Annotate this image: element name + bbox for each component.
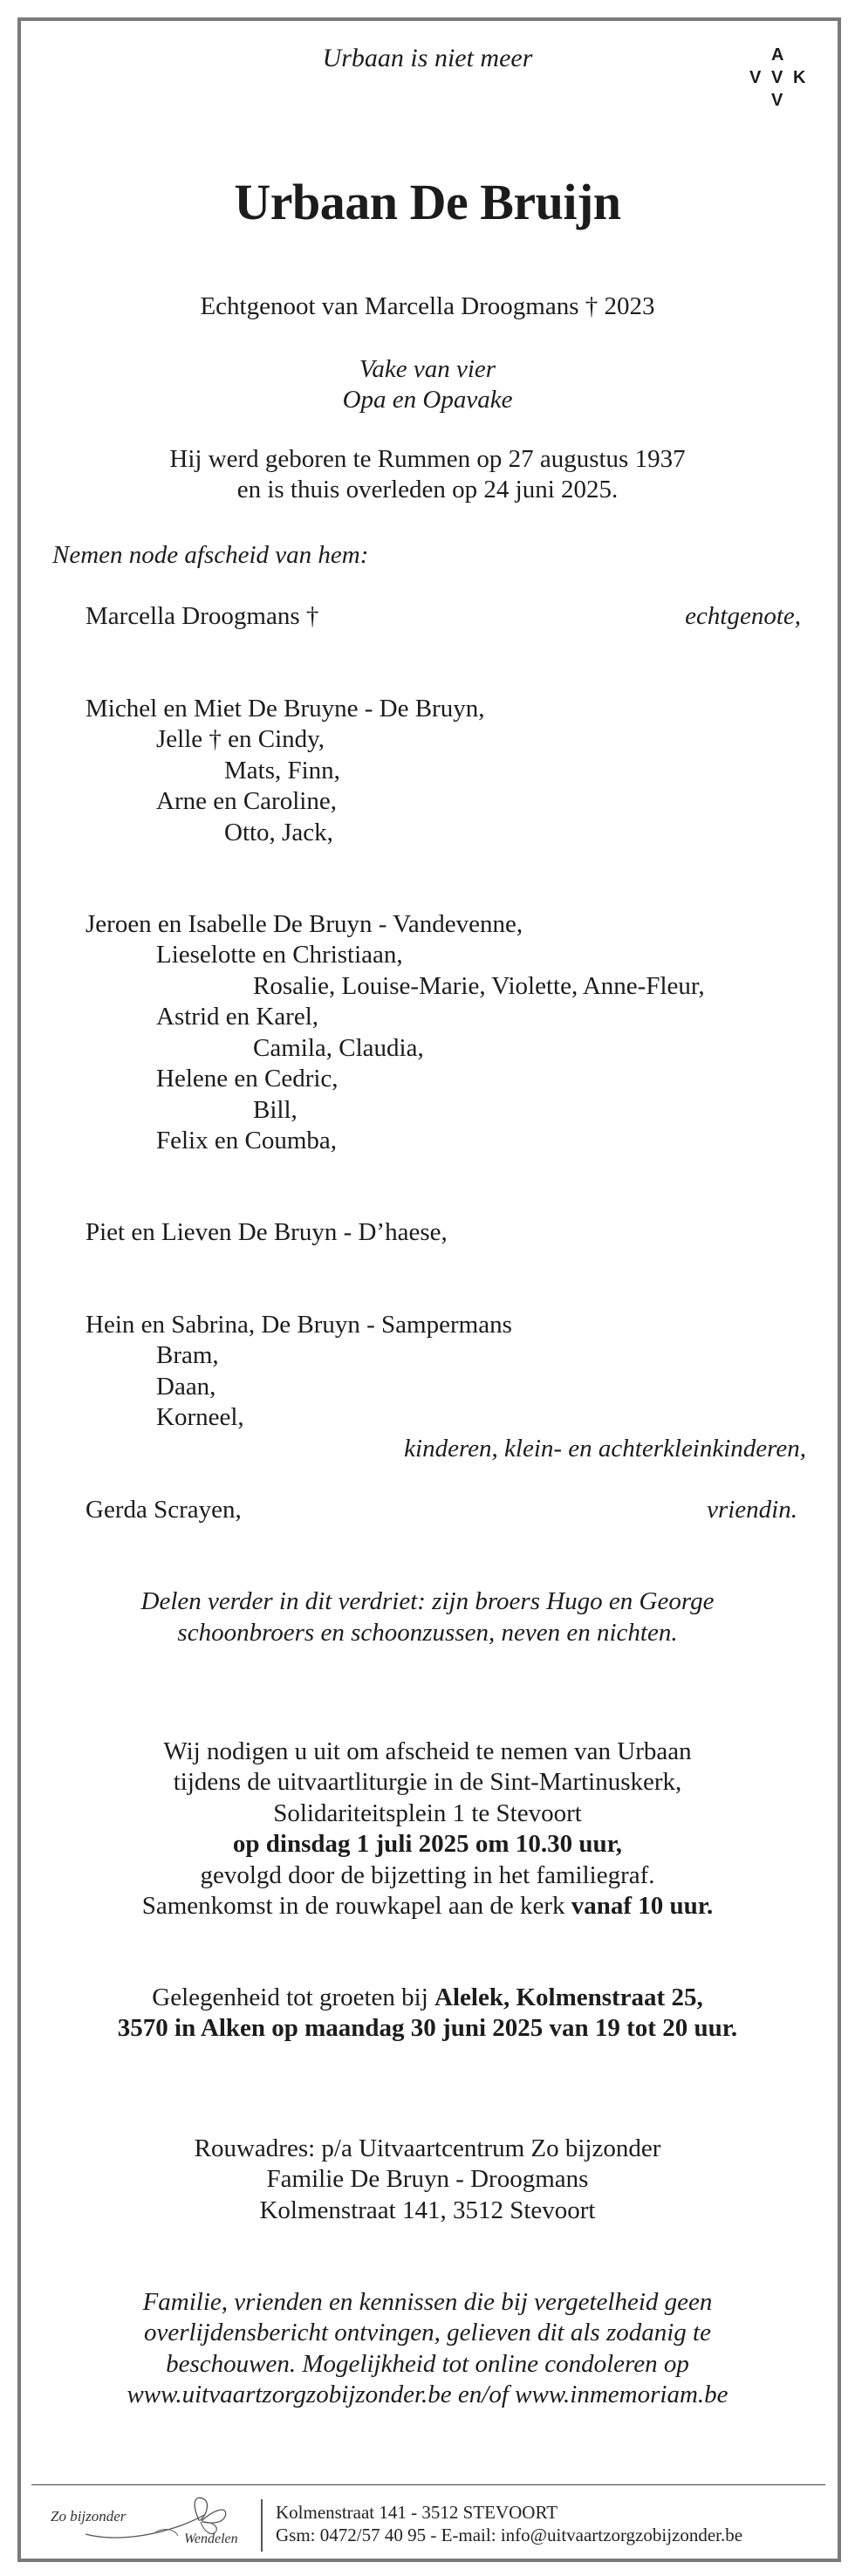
family-member: Marcella Droogmans † [86, 602, 319, 630]
logo-text: Zo bijzonder [51, 2508, 127, 2525]
closing-line: www.uitvaartzorgzobijzonder.be en/of www.inmemoriam.be [127, 2381, 728, 2408]
logo-text: Wendelen [184, 2531, 238, 2546]
birth-line: Hij werd geboren te Rummen op 27 augustus 1937 [169, 445, 686, 473]
heading: Urbaan is niet meer [322, 44, 533, 72]
closing-line: beschouwen. Mogelijkheid tot online condoleren op [166, 2350, 689, 2378]
funeral-home-logo [51, 2492, 251, 2558]
visitation-place: Alelek, Kolmenstraat 25, [434, 1983, 703, 2011]
title-line: Vake van vier [359, 355, 496, 383]
ceremony-line: tijdens de uitvaartliturgie in de Sint-Martinuskerk, [173, 1768, 682, 1796]
family-member: Arne en Caroline, [156, 787, 337, 815]
avvk-logo [742, 45, 820, 120]
family-member: Hein en Sabrina, De Bruyn - Sampermans [86, 1311, 512, 1339]
family-member: Bill, [253, 1096, 298, 1124]
sharing-line: Delen verder in dit verdriet: zijn broers Hugo en George [140, 1587, 715, 1615]
ceremony-line: Solidariteitsplein 1 te Stevoort [273, 1799, 582, 1827]
logo-letter: V [771, 91, 784, 110]
closing-line: overlijdensbericht ontvingen, gelieven dit als zodanig te [144, 2319, 711, 2346]
family-member: Daan, [156, 1373, 216, 1401]
footer-divider-line [31, 2484, 825, 2485]
logo-letter: K [793, 68, 807, 87]
ceremony-line: Wij nodigen u uit om afscheid te nemen van Urbaan [163, 1737, 692, 1765]
footer-contact [276, 2501, 742, 2546]
family-member: Helene en Cedric, [156, 1065, 339, 1093]
footer-address: Kolmenstraat 141 - 3512 STEVOORT [276, 2502, 558, 2523]
family-member: Jelle † en Cindy, [156, 725, 325, 753]
logo-letter: A [771, 45, 785, 65]
ceremony-line: gevolgd door de bijzetting in het familiegraf. [200, 1861, 655, 1889]
deceased-name: Urbaan De Bruijn [234, 174, 621, 230]
footer-contact-line: Gsm: 0472/57 40 95 - E-mail: info@uitvaartzorgzobijzonder.be [276, 2525, 743, 2545]
family-member: Bram, [156, 1341, 219, 1369]
death-line: en is thuis overleden op 24 juni 2025. [236, 476, 619, 504]
ceremony-date: op dinsdag 1 juli 2025 om 10.30 uur, [232, 1830, 623, 1858]
address-line: Rouwadres: p/a Uitvaartcentrum Zo bijzonder [194, 2134, 661, 2162]
family-member: Korneel, [156, 1403, 244, 1431]
family-member: Camila, Claudia, [253, 1034, 424, 1062]
gathering-text: Samenkomst in de rouwkapel aan de kerk [141, 1892, 565, 1920]
visitation-line [26, 1983, 829, 2014]
logo-letter: V [749, 68, 763, 87]
family-member: Felix en Coumba, [156, 1127, 338, 1154]
footer-vertical-divider [261, 2499, 263, 2552]
family-member: Michel en Miet De Bruyne - De Bruyn, [86, 695, 485, 723]
sharing-line: schoonbroers en schoonzussen, neven en nichten. [177, 1619, 678, 1647]
ceremony-gathering [26, 1891, 829, 1922]
family-member: Astrid en Karel, [156, 1003, 319, 1031]
farewell-intro: Nemen node afscheid van hem: [52, 541, 369, 569]
family-member: Piet en Lieven De Bruyn - D’haese, [86, 1218, 448, 1246]
family-member: Mats, Finn, [224, 757, 340, 784]
family-member: Rosalie, Louise-Marie, Violette, Anne-Fleur, [253, 972, 705, 1000]
family-member: Gerda Scrayen, [86, 1496, 242, 1524]
family-member: Jeroen en Isabelle De Bruyn - Vandevenne, [86, 910, 523, 938]
spouse-line: Echtgenoot van Marcella Droogmans † 2023 [200, 292, 655, 320]
family-member: Lieselotte en Christiaan, [156, 941, 403, 969]
family-role: vriendin. [707, 1496, 797, 1524]
closing-line: Familie, vrienden en kennissen die bij vergetelheid geen [142, 2288, 713, 2316]
address-line: Familie De Bruyn - Droogmans [266, 2165, 589, 2193]
family-role: kinderen, klein- en achterkleinkinderen, [404, 1435, 806, 1463]
family-role: echtgenote, [685, 602, 801, 630]
family-member: Otto, Jack, [224, 819, 333, 846]
gathering-time: vanaf 10 uur. [571, 1892, 714, 1920]
visitation-text: Gelegenheid tot groeten bij [152, 1983, 428, 2011]
visitation-time: 3570 in Alken op maandag 30 juni 2025 van 19 tot 20 uur. [117, 2014, 738, 2042]
logo-letter: V [771, 68, 784, 87]
address-line: Kolmenstraat 141, 3512 Stevoort [259, 2196, 596, 2224]
title-line: Opa en Opavake [342, 386, 513, 414]
